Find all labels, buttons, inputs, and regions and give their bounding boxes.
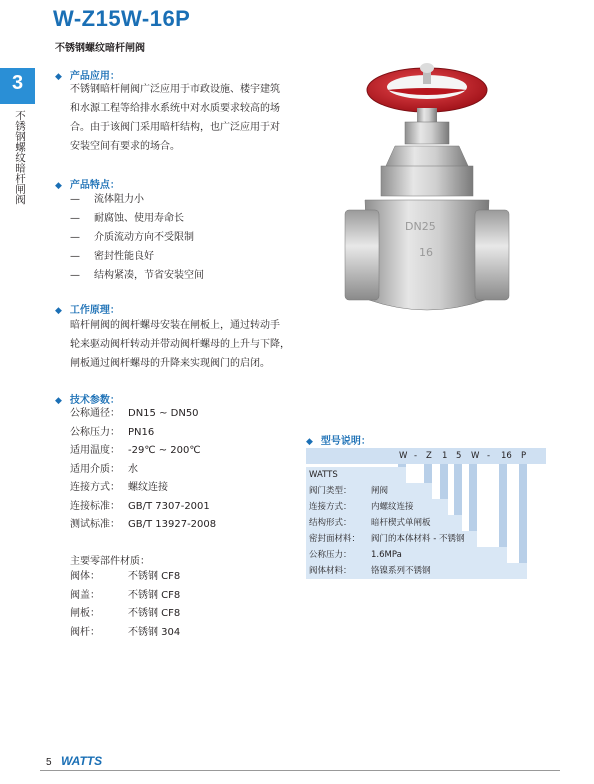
bullet-icon: ◆ [306,437,313,447]
brand-logo: WATTS [61,754,103,768]
footer-divider [40,770,560,771]
model-row: 阀体材料： 铬镍系列不锈钢 [306,563,527,579]
materials-table [70,568,180,642]
table-row: 阀杆： 不锈钢 304 [70,626,181,638]
bullet-icon: ◆ [55,306,62,316]
model-code-char: 1 [442,451,448,461]
svg-text:DN25: DN25 [405,220,436,233]
list-item: — 流体阻力小 [70,194,144,205]
connector-line [519,464,527,579]
model-code-char: P [521,451,527,461]
table-row: 适用温度： -29℃ ~ 200℃ [70,445,201,456]
bullet-icon: ◆ [55,396,62,406]
specs-heading: ◆ 技术参数： [55,395,120,406]
list-item: — 结构紧凑，节省安装空间 [70,270,204,281]
features-heading: ◆ 产品特点： [55,180,120,191]
features-list [70,190,300,285]
table-row: 公称通径： DN15 ~ DN50 [70,408,199,419]
model-row: 连接方式： 内螺纹连接 [306,499,448,515]
model-code-char: 5 [456,451,462,461]
model-row: 公称压力： 1.6MPa [306,547,507,563]
model-row: 密封面材料： 阀门的本体材料 - 不锈钢 [306,531,477,547]
bullet-icon: ◆ [55,181,62,191]
table-row: 连接标准： GB/T 7307-2001 [70,500,210,512]
principle-heading: ◆ 工作原理： [55,305,120,316]
model-code-char: 16 [501,451,512,461]
chapter-number: 3 [11,72,24,94]
specs-table [70,405,216,535]
chapter-tab [0,68,35,104]
table-row: 阀盖： 不锈钢 CF8 [70,589,181,601]
model-code-diagram [306,448,546,588]
table-row: 测试标准： GB/T 13927-2008 [70,519,217,530]
table-row: 阀体： 不锈钢 CF8 [70,571,181,582]
page-subtitle: 不锈钢螺纹暗杆闸阀 [55,43,145,54]
table-row: 连接方式： 螺纹连接 [70,482,168,493]
bullet-icon: ◆ [55,72,62,82]
list-item: — 密封性能良好 [70,251,154,262]
model-row: WATTS [306,467,406,483]
gate-valve-image [335,60,515,380]
application-heading: ◆ 产品应用： [55,71,120,82]
table-row: 适用介质： 水 [70,463,138,475]
model-row: 阀门类型： 闸阀 [306,483,432,499]
page-title: W-Z15W-16P [53,6,191,31]
list-item: — 耐腐蚀、使用寿命长 [70,213,184,224]
model-code-char: W [399,451,408,461]
application-text: 不锈钢暗杆闸阀广泛应用于市政设施、楼宇建筑 和水源工程等给排水系统中对水质要求较高的场 合。由于该阀门采用暗杆结构，也广泛应用于对 安装空间有要求的场合。 [70,84,280,152]
principle-text: 暗杆闸阀的阀杆螺母安装在闸板上，通过转动手 轮来驱动阀杆转动并带动阀杆螺母的上升与下降， 闸板通过阀杆螺母的升降来实现阀门的启闭。 [70,320,290,369]
model-row: 结构形式： 暗杆楔式单闸板 [306,515,462,531]
svg-text:16: 16 [419,246,433,259]
model-code-char: - [414,451,418,461]
model-code-char: - [487,451,491,461]
list-item: — 介质流动方向不受限制 [70,232,194,243]
materials-heading: 主要零部件材质： [70,556,150,567]
page-number: 5 [46,757,52,768]
side-vertical-label: 不锈钢螺纹暗杆闸阀 [14,110,26,205]
model-code-char: W [471,451,480,461]
table-row: 公称压力： PN16 [70,426,155,438]
model-code-char: Z [426,451,432,461]
table-row: 闸板： 不锈钢 CF8 [70,608,181,619]
model-heading: ◆ 型号说明： [306,436,371,447]
